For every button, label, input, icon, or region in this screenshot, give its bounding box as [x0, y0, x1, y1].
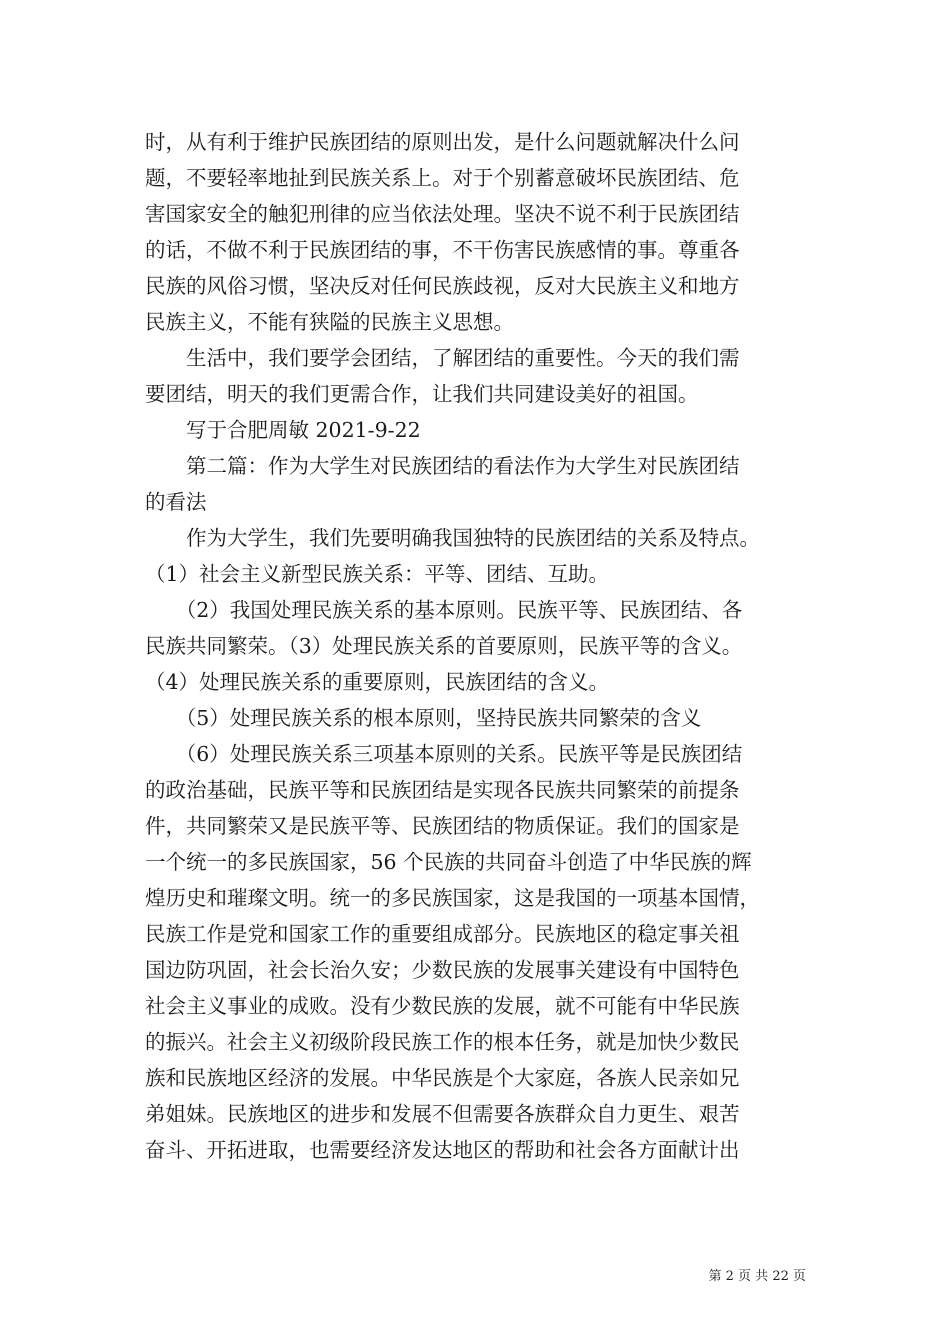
text-line: 弟姐妹。民族地区的进步和发展不但需要各族群众自力更生、艰苦	[145, 1102, 740, 1126]
text-line: 民族工作是党和国家工作的重要组成部分。民族地区的稳定事关祖	[145, 922, 740, 946]
text-line: 国边防巩固，社会长治久安；少数民族的发展事关建设有中国特色	[145, 958, 740, 982]
text-line: 奋斗、开拓进取，也需要经济发达地区的帮助和社会各方面献计出	[145, 1138, 740, 1162]
section-heading-line: 第二篇：作为大学生对民族团结的看法作为大学生对民族团结	[145, 454, 740, 478]
text-line: 害国家安全的触犯刑律的应当依法处理。坚决不说不利于民族团结	[145, 202, 740, 226]
text-line: 作为大学生，我们先要明确我国独特的民族团结的关系及特点。	[145, 526, 760, 550]
page-number-footer: 第 2 页 共 22 页	[708, 1269, 806, 1284]
text-line: 民族共同繁荣。（3）处理民族关系的首要原则，民族平等的含义。	[145, 634, 743, 658]
text-line: （5）处理民族关系的根本原则，坚持民族共同繁荣的含义	[145, 706, 702, 730]
text-line: 的政治基础，民族平等和民族团结是实现各民族共同繁荣的前提条	[145, 778, 740, 802]
text-line: （6）处理民族关系三项基本原则的关系。民族平等是民族团结	[145, 742, 743, 766]
section-heading-line: 的看法	[145, 490, 207, 514]
text-line: （1）社会主义新型民族关系：平等、团结、互助。	[145, 562, 610, 586]
text-line: 民族的风俗习惯，坚决反对任何民族歧视，反对大民族主义和地方	[145, 274, 740, 298]
text-line: 写于合肥周敏 2021-9-22	[145, 418, 421, 442]
text-line: 件，共同繁荣又是民族平等、民族团结的物质保证。我们的国家是	[145, 814, 740, 838]
text-line: 的话，不做不利于民族团结的事，不干伤害民族感情的事。尊重各	[145, 238, 740, 262]
text-line: 时，从有利于维护民族团结的原则出发，是什么问题就解决什么问	[145, 130, 740, 154]
text-line: 一个统一的多民族国家，56 个民族的共同奋斗创造了中华民族的辉	[145, 850, 752, 874]
text-line: 生活中，我们要学会团结，了解团结的重要性。今天的我们需	[145, 346, 740, 370]
text-line: 题，不要轻率地扯到民族关系上。对于个别蓄意破坏民族团结、危	[145, 166, 740, 190]
text-line: 的振兴。社会主义初级阶段民族工作的根本任务，就是加快少数民	[145, 1030, 740, 1054]
text-line: 族和民族地区经济的发展。中华民族是个大家庭，各族人民亲如兄	[145, 1066, 740, 1090]
text-line: （4）处理民族关系的重要原则，民族团结的含义。	[145, 670, 610, 694]
text-line: 民族主义，不能有狭隘的民族主义思想。	[145, 310, 514, 334]
text-line: （2）我国处理民族关系的基本原则。民族平等、民族团结、各	[145, 598, 743, 622]
text-line: 要团结，明天的我们更需合作，让我们共同建设美好的祖国。	[145, 382, 699, 406]
text-line: 煌历史和璀璨文明。统一的多民族国家，这是我国的一项基本国情，	[145, 886, 760, 910]
text-line: 社会主义事业的成败。没有少数民族的发展，就不可能有中华民族	[145, 994, 740, 1018]
